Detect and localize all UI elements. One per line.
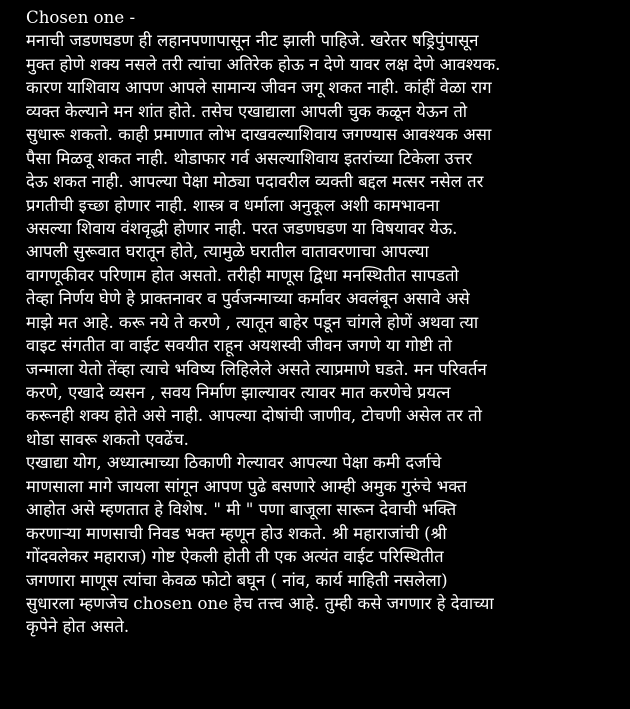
paragraph-line: माणसाला मागे जायला सांगून आपण पुढे बसणारे आम्ही अमुक गुरुंचे भक्त bbox=[26, 476, 467, 496]
paragraph-line: करूनही शक्य होते असे नाही. आपल्या दोषांची जाणीव, टोचणी असेल तर तो bbox=[26, 406, 482, 426]
paragraph-line: मुक्त होणे शक्य नसले तरी त्यांचा अतिरेक होऊ न देणे यावर लक्ष देणे आवश्यक. bbox=[26, 54, 501, 74]
paragraph-line: कृपेने होत असते. bbox=[26, 617, 130, 637]
paragraph-line: थोडा सावरू शकतो एवढेंच. bbox=[26, 429, 189, 449]
paragraph-line: जन्माला येतो तेंव्हा त्याचे भविष्य लिहिलेले असते त्याप्रमाणे घडते. मन परिवर्तन bbox=[26, 359, 487, 379]
document-title: Chosen one - bbox=[26, 8, 136, 27]
paragraph-line: वागणूकीवर परिणाम होत असतो. तरीही माणूस द्विधा मनस्थितीत सापडतो bbox=[26, 265, 459, 285]
paragraph-line: पैसा मिळवू शकत नाही. थोडाफार गर्व असल्याशिवाय इतरांच्या टिकेला उत्तर bbox=[26, 148, 472, 168]
paragraph-line: असल्या शिवाय वंशवृद्धी होणार नाही. परत जडणघडण या विषयावर येऊ. bbox=[26, 218, 458, 238]
paragraph-line: देऊ शकत नाही. आपल्या पेक्षा मोठ्या पदावरील व्यक्ती बद्दल मत्सर नसेल तर bbox=[26, 172, 484, 192]
paragraph-line: सुधारला म्हणजेच chosen one हेच तत्त्व आहे. तुम्ही कसे जगणार हे देवाच्या bbox=[26, 593, 494, 613]
paragraph-line: आहोत असे म्हणतात हे विशेष. " मी " पणा बाजूला सारून देवाची भक्ति bbox=[26, 500, 457, 520]
paragraph-line: एखाद्या योग, अध्यात्माच्या ठिकाणी गेल्यावर आपल्या पेक्षा कमी दर्जाचे bbox=[26, 453, 442, 473]
paragraph-line: वाइट संगतीत वा वाईट सवयीत राहून अयशस्वी जीवन जगणे या गोष्टी तो bbox=[26, 336, 452, 356]
paragraph-line: करणे, एखादे व्यसन , सवय निर्माण झाल्यावर त्यावर मात करणेचे प्रयत्न bbox=[26, 383, 451, 402]
paragraph-line: जगणारा माणूस त्यांचा केवळ फोटो बघून ( नांव, कार्य माहिती नसलेला) bbox=[26, 570, 448, 590]
paragraph-line: मनाची जडणघडण ही लहानपणापासून नीट झाली पाहिजे. खरेतर षड्रिपुंपासून bbox=[26, 31, 479, 51]
paragraph-line: प्रगतीची इच्छा होणार नाही. शास्त्र व धर्माला अनुकूल अशी कामभावना bbox=[26, 195, 440, 215]
paragraph-line: गोंदवलेकर महाराज) गोष्ट ऐकली होती ती एक अत्यंत वाईट परिस्थितीत bbox=[26, 547, 444, 567]
paragraph-line: व्यक्त केल्याने मन शांत होते. तसेच एखाद्याला आपली चुक कळून येऊन तो bbox=[26, 101, 468, 121]
paragraph-line: कारण याशिवाय आपण आपले सामान्य जीवन जगू शकत नाही. कांहीं वेळा राग bbox=[26, 78, 492, 98]
paragraph-line: तेव्हा निर्णय घेणे हे प्राक्तनावर व पुर्वजन्माच्या कर्मावर अवलंबून असावे असे bbox=[26, 289, 470, 309]
paragraph-line: आपली सुरूवात घरातून होते, त्यामुळे घरातील वातावरणाचा आपल्या bbox=[26, 242, 429, 262]
paragraph-line: करणाऱ्या माणसाची निवड भक्त म्हणून होउ शकते. श्री महाराजांची (श्री bbox=[26, 523, 447, 543]
paragraph-line: माझे मत आहे. करू नये ते करणे , त्यातून बाहेर पडून चांगले होणें अथवा त्या bbox=[26, 312, 479, 332]
paragraph-line: सुधारू शकतो. काही प्रमाणात लोभ दाखवल्याशिवाय जगण्यास आवश्यक असा bbox=[26, 125, 492, 145]
